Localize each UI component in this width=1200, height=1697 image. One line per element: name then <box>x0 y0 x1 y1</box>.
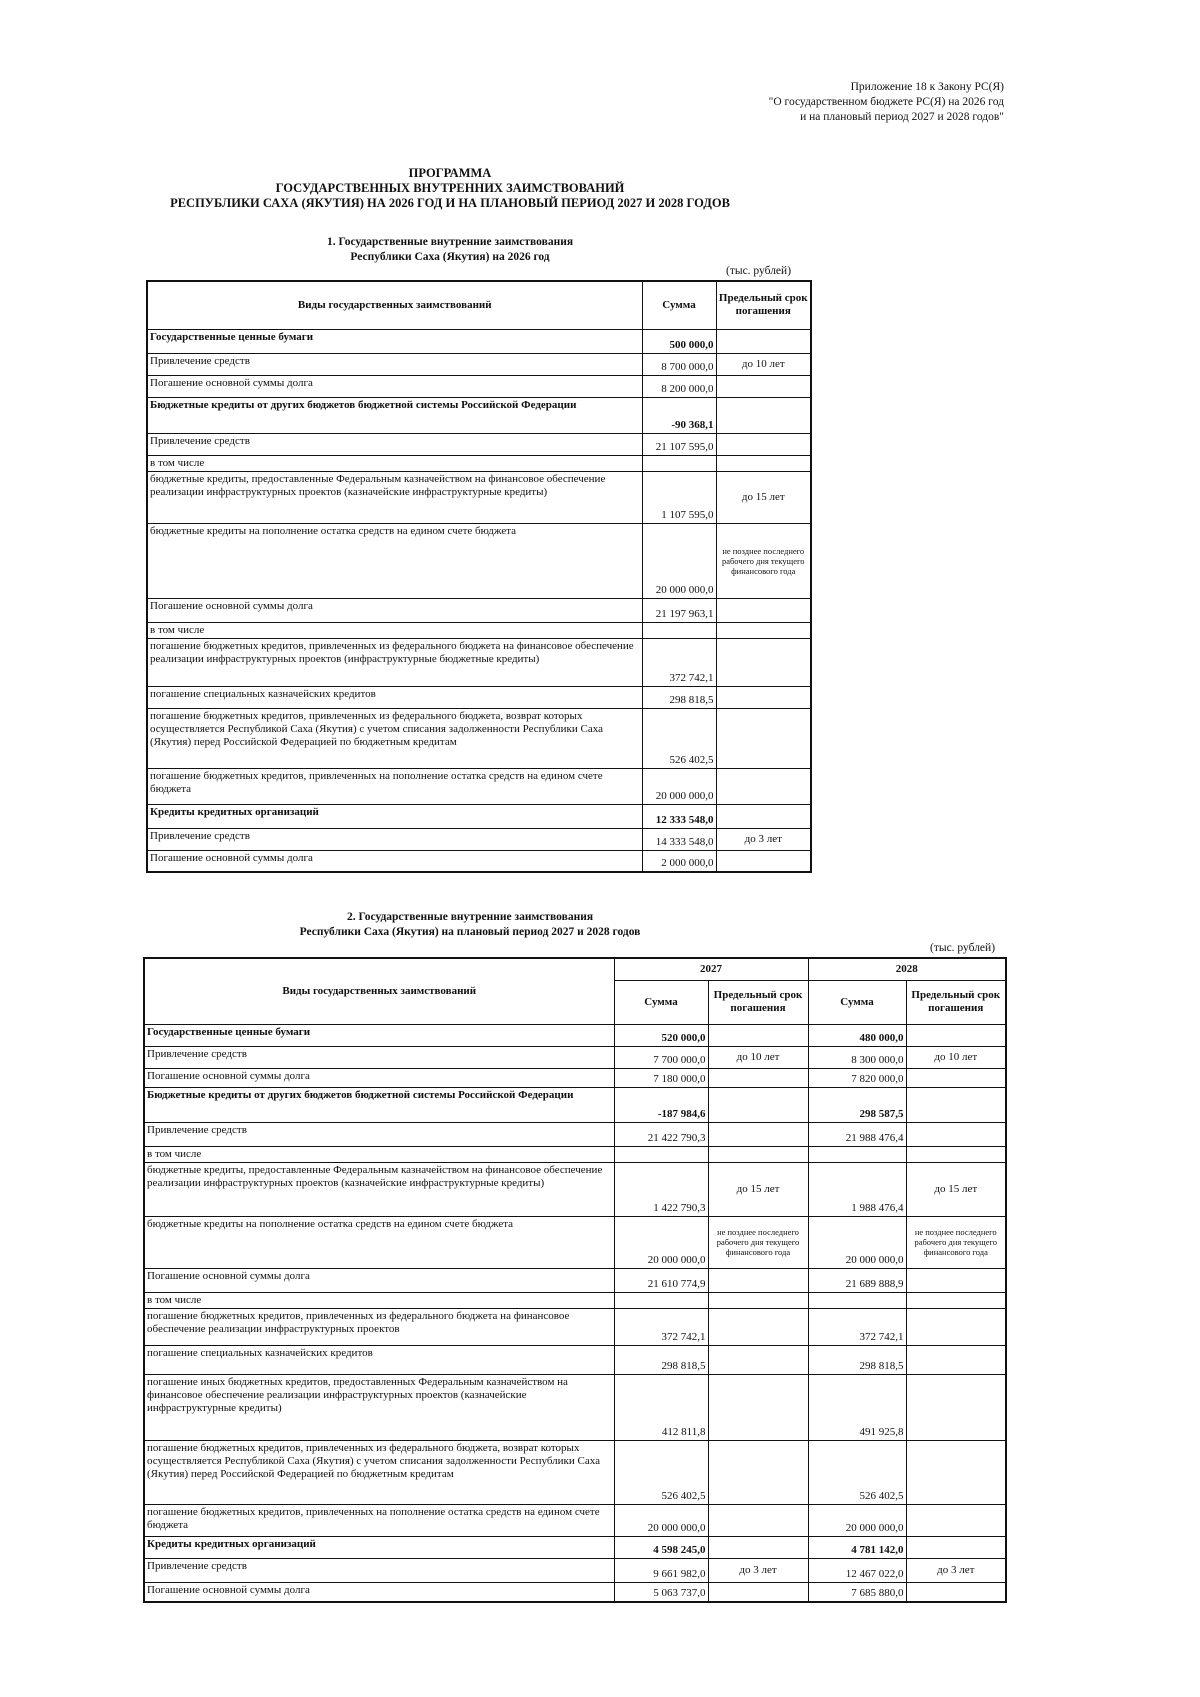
row-name: бюджетные кредиты, предоставленные Федеральным казначейством на финансовое обеспечение реализации инфраструктурных проектов (казначейские инфраструктурные кредиты) <box>144 1162 614 1216</box>
row-sum-2028: 20 000 000,0 <box>808 1504 906 1536</box>
row-sum-2028: 4 781 142,0 <box>808 1536 906 1558</box>
row-name: погашение бюджетных кредитов, привлеченных из федерального бюджета, возврат которых осуществляется Республикой Саха (Якутия) с учетом списания задолженности Республики Саха (Якутия) перед Российской Федерацией по бюджетным кредитам <box>144 1440 614 1504</box>
title-line-1: ПРОГРАММА <box>408 166 492 180</box>
table-row <box>147 397 811 433</box>
row-term-2028: до 15 лет <box>906 1162 1006 1216</box>
section1-table <box>146 280 812 873</box>
row-name: Кредиты кредитных организаций <box>144 1536 614 1558</box>
row-sum <box>642 455 716 471</box>
section2-title-line-2: Республики Саха (Якутия) на плановый период 2027 и 2028 годов <box>299 926 641 938</box>
row-name: Государственные ценные бумаги <box>144 1024 614 1046</box>
row-term-2028 <box>906 1024 1006 1046</box>
row-sum: 526 402,5 <box>642 708 716 768</box>
col-header-type: Виды государственных заимствований <box>144 958 614 1024</box>
row-sum-2027: 520 000,0 <box>614 1024 708 1046</box>
table-row <box>147 329 811 353</box>
row-term-2027 <box>708 1440 808 1504</box>
row-sum-2027: 1 422 790,3 <box>614 1162 708 1216</box>
row-sum: 20 000 000,0 <box>642 768 716 804</box>
row-term-2027 <box>708 1122 808 1146</box>
row-sum: 8 200 000,0 <box>642 375 716 397</box>
row-term-2028 <box>906 1122 1006 1146</box>
row-name: Погашение основной суммы долга <box>144 1068 614 1087</box>
row-sum: 20 000 000,0 <box>642 523 716 598</box>
row-name: Погашение основной суммы долга <box>147 850 642 872</box>
row-sum-2028: 480 000,0 <box>808 1024 906 1046</box>
row-sum-2028: 8 300 000,0 <box>808 1046 906 1068</box>
row-sum: 14 333 548,0 <box>642 828 716 850</box>
row-sum <box>642 622 716 638</box>
row-sum-2028: 7 820 000,0 <box>808 1068 906 1087</box>
row-term-2027 <box>708 1582 808 1602</box>
col-header-term-2028: Предельный срок погашения <box>906 980 1006 1024</box>
row-sum: 21 197 963,1 <box>642 598 716 622</box>
table-row <box>144 1504 1006 1536</box>
table-row <box>147 804 811 828</box>
row-sum-2028: 21 689 888,9 <box>808 1268 906 1292</box>
row-sum: 1 107 595,0 <box>642 471 716 523</box>
col-header-term: Предельный срок погашения <box>716 281 811 329</box>
row-sum-2027: 21 422 790,3 <box>614 1122 708 1146</box>
table-row <box>147 828 811 850</box>
table-row <box>144 1216 1006 1268</box>
row-term-2027: до 3 лет <box>708 1558 808 1582</box>
row-sum-2028: 21 988 476,4 <box>808 1122 906 1146</box>
row-sum-2027: 7 700 000,0 <box>614 1046 708 1068</box>
row-sum-2027: 9 661 982,0 <box>614 1558 708 1582</box>
table-row <box>144 1146 1006 1162</box>
row-term-2028 <box>906 1345 1006 1374</box>
col-header-sum: Сумма <box>642 281 716 329</box>
table-row <box>144 1046 1006 1068</box>
row-sum-2027: 7 180 000,0 <box>614 1068 708 1087</box>
row-name: погашение специальных казначейских кредитов <box>144 1345 614 1374</box>
document-title <box>150 166 750 211</box>
appendix-note <box>769 80 1004 125</box>
row-sum-2027: 20 000 000,0 <box>614 1216 708 1268</box>
row-term-2028 <box>906 1268 1006 1292</box>
row-term-2027 <box>708 1024 808 1046</box>
table-row <box>144 1536 1006 1558</box>
row-term-2027: не позднее последнего рабочего дня текущего финансового года <box>708 1216 808 1268</box>
row-term-2027 <box>708 1345 808 1374</box>
appendix-line-3: и на плановый период 2027 и 2028 годов" <box>800 111 1004 123</box>
row-term <box>716 375 811 397</box>
row-term-2028 <box>906 1374 1006 1440</box>
row-term <box>716 804 811 828</box>
row-term: не позднее последнего рабочего дня текущего финансового года <box>716 523 811 598</box>
section2-title <box>240 910 700 940</box>
row-term <box>716 397 811 433</box>
row-sum: 372 742,1 <box>642 638 716 686</box>
row-term-2027 <box>708 1536 808 1558</box>
row-term <box>716 455 811 471</box>
row-term-2027 <box>708 1068 808 1087</box>
section2-table <box>143 957 1007 1603</box>
table-row <box>144 1024 1006 1046</box>
row-term-2028 <box>906 1068 1006 1087</box>
col-header-sum-2028: Сумма <box>808 980 906 1024</box>
row-name: Привлечение средств <box>147 353 642 375</box>
table-row <box>147 433 811 455</box>
row-name: Погашение основной суммы долга <box>144 1582 614 1602</box>
col-header-year-2028: 2028 <box>808 958 1006 980</box>
row-sum: 298 818,5 <box>642 686 716 708</box>
row-term <box>716 768 811 804</box>
row-term: до 10 лет <box>716 353 811 375</box>
row-term-2027 <box>708 1308 808 1345</box>
row-term <box>716 850 811 872</box>
row-sum-2027: 5 063 737,0 <box>614 1582 708 1602</box>
row-sum: 12 333 548,0 <box>642 804 716 828</box>
row-sum-2027: 372 742,1 <box>614 1308 708 1345</box>
table-row <box>147 598 811 622</box>
row-term <box>716 638 811 686</box>
row-term-2027 <box>708 1374 808 1440</box>
table-row <box>147 708 811 768</box>
row-term-2027: до 15 лет <box>708 1162 808 1216</box>
table-row <box>147 622 811 638</box>
table-row <box>144 1440 1006 1504</box>
title-line-2: ГОСУДАРСТВЕННЫХ ВНУТРЕННИХ ЗАИМСТВОВАНИЙ <box>275 181 625 195</box>
row-term-2028 <box>906 1440 1006 1504</box>
table-row <box>147 353 811 375</box>
row-name: бюджетные кредиты на пополнение остатка средств на едином счете бюджета <box>147 523 642 598</box>
row-term: до 3 лет <box>716 828 811 850</box>
row-sum-2028: 7 685 880,0 <box>808 1582 906 1602</box>
row-sum: 500 000,0 <box>642 329 716 353</box>
row-sum-2027: 526 402,5 <box>614 1440 708 1504</box>
row-sum-2027 <box>614 1292 708 1308</box>
row-sum-2028: 298 587,5 <box>808 1087 906 1122</box>
row-term <box>716 686 811 708</box>
row-term-2027: до 10 лет <box>708 1046 808 1068</box>
row-name: погашение специальных казначейских кредитов <box>147 686 642 708</box>
row-sum: -90 368,1 <box>642 397 716 433</box>
row-term <box>716 708 811 768</box>
table-row <box>147 768 811 804</box>
table-row <box>144 1268 1006 1292</box>
row-term-2028: не позднее последнего рабочего дня текущего финансового года <box>906 1216 1006 1268</box>
row-term-2027 <box>708 1504 808 1536</box>
row-name: Привлечение средств <box>144 1122 614 1146</box>
row-term <box>716 622 811 638</box>
row-name: Бюджетные кредиты от других бюджетов бюджетной системы Российской Федерации <box>144 1087 614 1122</box>
row-name: в том числе <box>144 1146 614 1162</box>
row-name: Государственные ценные бумаги <box>147 329 642 353</box>
row-sum-2027: 4 598 245,0 <box>614 1536 708 1558</box>
row-name: погашение бюджетных кредитов, привлеченных из федерального бюджета на финансовое обеспечение реализации инфраструктурных проектов <box>144 1308 614 1345</box>
row-term-2028: до 10 лет <box>906 1046 1006 1068</box>
row-term <box>716 598 811 622</box>
row-term <box>716 433 811 455</box>
row-name: Привлечение средств <box>147 828 642 850</box>
row-sum-2028 <box>808 1292 906 1308</box>
row-sum-2027 <box>614 1146 708 1162</box>
appendix-line-1: Приложение 18 к Закону РС(Я) <box>850 81 1004 93</box>
row-term-2028 <box>906 1087 1006 1122</box>
row-name: погашение бюджетных кредитов, привлеченных на пополнение остатка средств на едином счете бюджета <box>144 1504 614 1536</box>
section2-title-line-1: 2. Государственные внутренние заимствования <box>346 911 594 923</box>
row-name: Привлечение средств <box>147 433 642 455</box>
table-row <box>144 1308 1006 1345</box>
table-row <box>144 1582 1006 1602</box>
row-sum: 21 107 595,0 <box>642 433 716 455</box>
table-row <box>144 1292 1006 1308</box>
row-name: Погашение основной суммы долга <box>147 375 642 397</box>
row-name: Бюджетные кредиты от других бюджетов бюджетной системы Российской Федерации <box>147 397 642 433</box>
row-sum-2028: 12 467 022,0 <box>808 1558 906 1582</box>
row-term-2027 <box>708 1268 808 1292</box>
row-term-2027 <box>708 1292 808 1308</box>
row-name: погашение бюджетных кредитов, привлеченных из федерального бюджета на финансовое обеспечение реализации инфраструктурных проектов (инфраструктурные бюджетные кредиты) <box>147 638 642 686</box>
table-row <box>144 1068 1006 1087</box>
row-name: в том числе <box>147 455 642 471</box>
row-name: погашение бюджетных кредитов, привлеченных из федерального бюджета, возврат которых осуществляется Республикой Саха (Якутия) с учетом списания задолженности Республики Саха (Якутия) перед Российской Федерацией по бюджетным кредитам <box>147 708 642 768</box>
table-row <box>144 1374 1006 1440</box>
row-sum-2028: 491 925,8 <box>808 1374 906 1440</box>
col-header-type: Виды государственных заимствований <box>147 281 642 329</box>
table-row <box>147 686 811 708</box>
row-name: бюджетные кредиты, предоставленные Федеральным казначейством на финансовое обеспечение реализации инфраструктурных проектов (казначейские инфраструктурные кредиты) <box>147 471 642 523</box>
row-name: Привлечение средств <box>144 1046 614 1068</box>
col-header-term-2027: Предельный срок погашения <box>708 980 808 1024</box>
row-term <box>716 329 811 353</box>
row-name: Погашение основной суммы долга <box>147 598 642 622</box>
row-sum-2027: 298 818,5 <box>614 1345 708 1374</box>
row-name: Привлечение средств <box>144 1558 614 1582</box>
row-sum-2028: 20 000 000,0 <box>808 1216 906 1268</box>
row-sum-2027: 21 610 774,9 <box>614 1268 708 1292</box>
row-sum-2028: 526 402,5 <box>808 1440 906 1504</box>
table-row <box>147 375 811 397</box>
row-term-2028 <box>906 1146 1006 1162</box>
row-sum-2028: 372 742,1 <box>808 1308 906 1345</box>
row-term-2028 <box>906 1308 1006 1345</box>
table-row <box>147 638 811 686</box>
section1-title <box>250 235 650 265</box>
row-name: в том числе <box>147 622 642 638</box>
row-term-2027 <box>708 1087 808 1122</box>
row-name: погашение бюджетных кредитов, привлеченных на пополнение остатка средств на едином счете бюджета <box>147 768 642 804</box>
section1-title-line-1: 1. Государственные внутренние заимствования <box>326 236 574 248</box>
row-term-2028 <box>906 1504 1006 1536</box>
table-row <box>144 1087 1006 1122</box>
row-name: Погашение основной суммы долга <box>144 1268 614 1292</box>
row-name: бюджетные кредиты на пополнение остатка средств на едином счете бюджета <box>144 1216 614 1268</box>
table-row <box>144 1345 1006 1374</box>
row-name: в том числе <box>144 1292 614 1308</box>
table-row <box>144 1558 1006 1582</box>
row-sum-2028 <box>808 1146 906 1162</box>
table-row <box>147 471 811 523</box>
table-row <box>144 1162 1006 1216</box>
appendix-line-2: "О государственном бюджете РС(Я) на 2026 год <box>768 96 1004 108</box>
row-term-2028 <box>906 1536 1006 1558</box>
section1-unit: (тыс. рублей) <box>726 265 792 277</box>
table-row <box>144 1122 1006 1146</box>
row-term-2027 <box>708 1146 808 1162</box>
row-sum-2028: 298 818,5 <box>808 1345 906 1374</box>
row-sum-2027: 20 000 000,0 <box>614 1504 708 1536</box>
row-name: погашение иных бюджетных кредитов, предоставленных Федеральным казначейством на финансовое обеспечение реализации инфраструктурных проектов (казначейские инфраструктурные кредиты) <box>144 1374 614 1440</box>
row-term-2028 <box>906 1292 1006 1308</box>
row-sum-2028: 1 988 476,4 <box>808 1162 906 1216</box>
row-sum: 8 700 000,0 <box>642 353 716 375</box>
col-header-sum-2027: Сумма <box>614 980 708 1024</box>
col-header-year-2027: 2027 <box>614 958 808 980</box>
row-name: Кредиты кредитных организаций <box>147 804 642 828</box>
table-row <box>147 850 811 872</box>
row-term: до 15 лет <box>716 471 811 523</box>
table-row <box>147 455 811 471</box>
row-sum-2027: 412 811,8 <box>614 1374 708 1440</box>
row-sum-2027: -187 984,6 <box>614 1087 708 1122</box>
section1-title-line-2: Республики Саха (Якутия) на 2026 год <box>350 251 550 263</box>
row-term-2028: до 3 лет <box>906 1558 1006 1582</box>
row-term-2028 <box>906 1582 1006 1602</box>
table-row <box>147 523 811 598</box>
section2-unit: (тыс. рублей) <box>930 942 996 954</box>
row-sum: 2 000 000,0 <box>642 850 716 872</box>
title-line-3: РЕСПУБЛИКИ САХА (ЯКУТИЯ) НА 2026 ГОД И НА ПЛАНОВЫЙ ПЕРИОД 2027 И 2028 ГОДОВ <box>170 196 730 210</box>
